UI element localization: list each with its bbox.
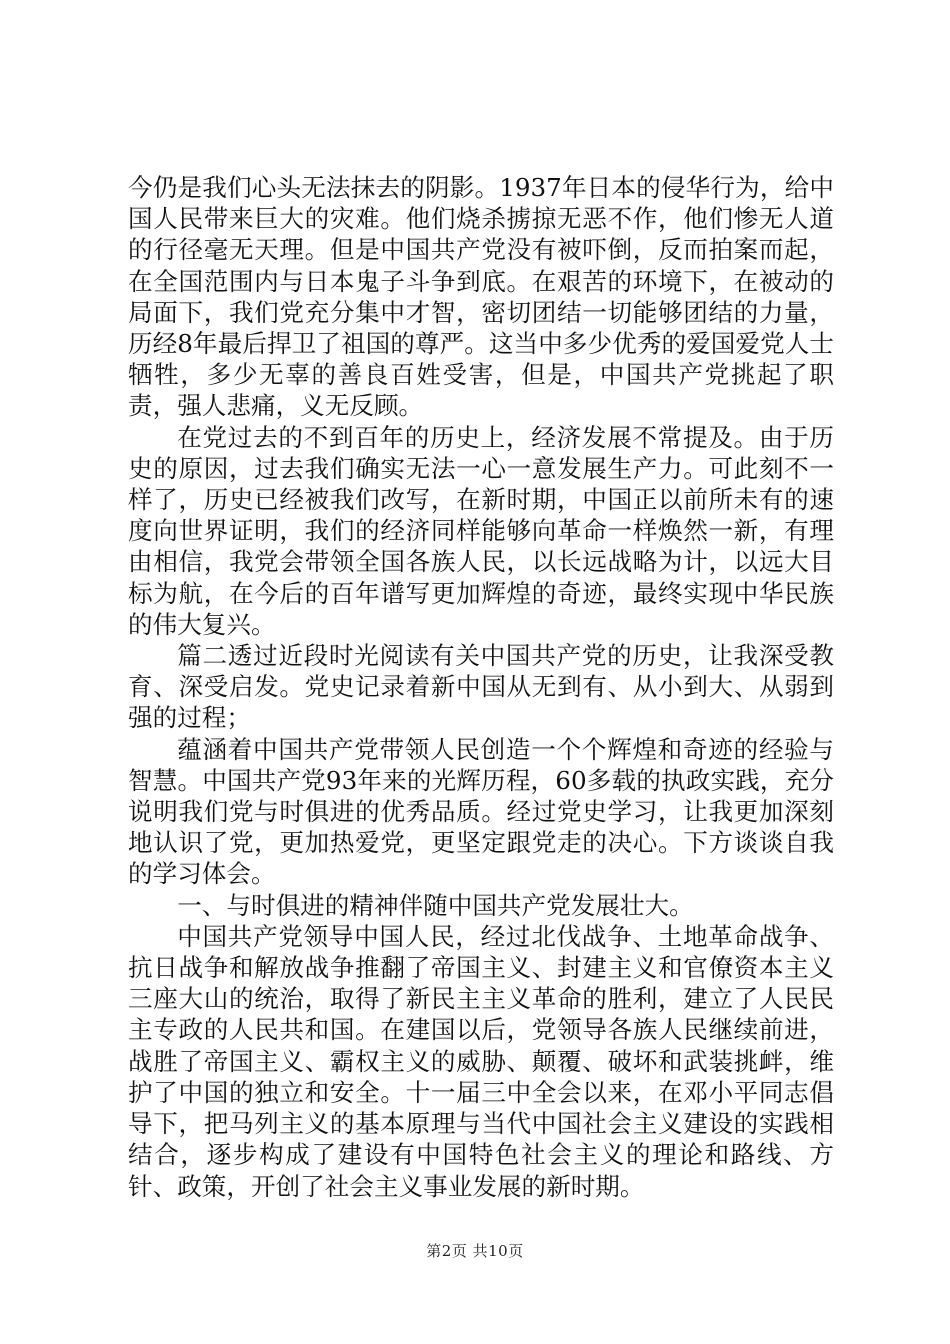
paragraph-2: 在党过去的不到百年的历史上，经济发展不常提及。由于历史的原因，过去我们确实无法一心一意发展生产力。可此刻不一样了，历史已经被我们改写，在新时期，中国正以前所未有的速度向世界证明，我们的经济同样能够向革命一样焕然一新，有理由相信，我党会带领全国各族人民，以长远战略为计，以远大目标为航，在今后的百年谱写更加辉煌的奇迹，最终实现中华民族的伟大复兴。	[128, 422, 834, 639]
document-body	[128, 172, 834, 1202]
page-footer: 第2页 共10页	[426, 1242, 524, 1260]
section-heading: 一、与时俱进的精神伴随中国共产党发展壮大。	[177, 890, 694, 920]
paragraph-1: 今仍是我们心头无法抹去的阴影。1937年日本的侵华行为，给中国人民带来巨大的灾难。他们烧杀掳掠无恶不作，他们惨无人道的行径毫无天理。但是中国共产党没有被吓倒，反而拍案而起，在全国范围内与日本鬼子斗争到底。在艰苦的环境下，在被动的局面下，我们党充分集中才智，密切团结一切能够团结的力量，历经8年最后捍卫了祖国的尊严。这当中多少优秀的爱国爱党人士牺牲，多少无辜的善良百姓受害，但是，中国共产党挑起了职责，强人悲痛，义无反顾。	[128, 173, 834, 421]
paragraph-3: 篇二透过近段时光阅读有关中国共产党的历史，让我深受教育、深受启发。党史记录着新中国从无到有、从小到大、从弱到强的过程；	[128, 641, 834, 733]
paragraph-4: 蕴涵着中国共产党带领人民创造一个个辉煌和奇迹的经验与智慧。中国共产党93年来的光辉历程，60多载的执政实践，充分说明我们党与时俱进的优秀品质。经过党史学习，让我更加深刻地认识了党，更加热爱党，更坚定跟党走的决心。下方谈谈自我的学习体会。	[128, 734, 834, 889]
paragraph-5: 中国共产党领导中国人民，经过北伐战争、土地革命战争、抗日战争和解放战争推翻了帝国主义、封建主义和官僚资本主义三座大山的统治，取得了新民主主义革命的胜利，建立了人民民主专政的人民共和国。在建国以后，党领导各族人民继续前进，战胜了帝国主义、霸权主义的威胁、颠覆、破坏和武装挑衅，维护了中国的独立和安全。十一届三中全会以来，在邓小平同志倡导下，把马列主义的基本原理与当代中国社会主义建设的实践相结合，逐步构成了建设有中国特色社会主义的理论和路线、方针、政策，开创了社会主义事业发展的新时期。	[128, 921, 834, 1201]
